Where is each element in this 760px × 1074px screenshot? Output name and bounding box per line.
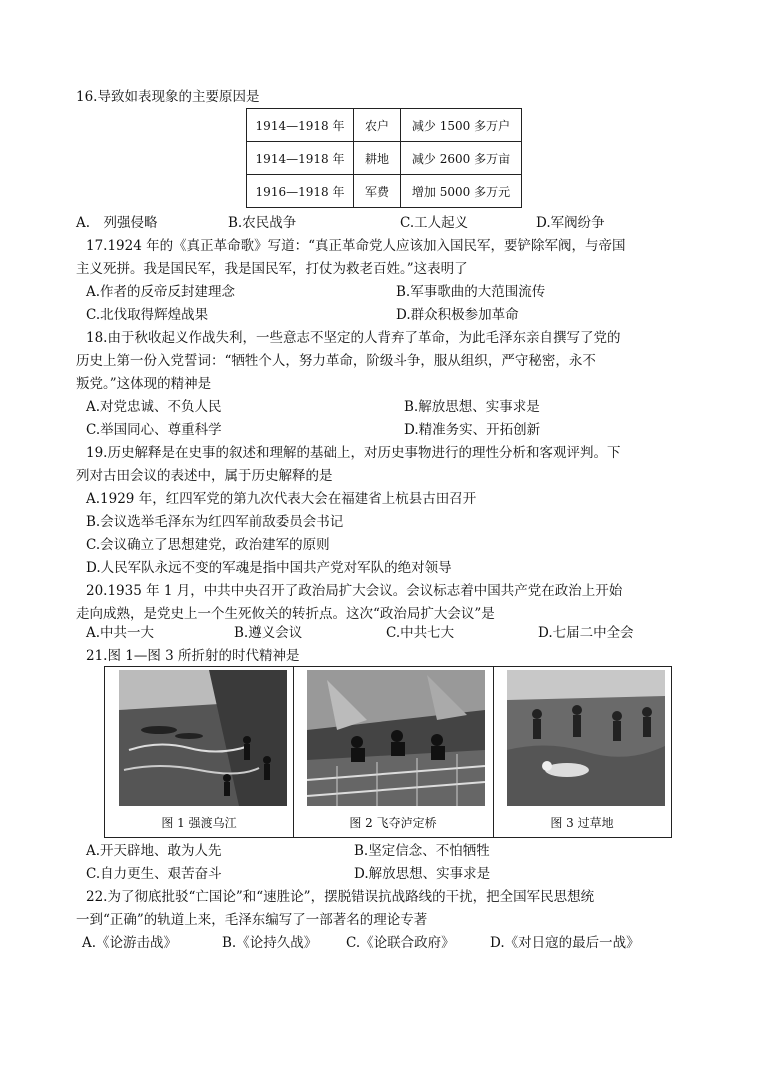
q18-option-b[interactable]: B.解放思想、实事求是 — [404, 399, 540, 415]
q17-option-d[interactable]: D.群众积极参加革命 — [396, 307, 519, 323]
q19-option-c[interactable]: C.会议确立了思想建党，政治建军的原则 — [86, 537, 330, 553]
table-cell: 军费 — [354, 175, 401, 208]
q20-option-c[interactable]: C.中共七大 — [386, 625, 455, 641]
q16-option-c[interactable]: C.工人起义 — [400, 215, 469, 231]
figure-3-caption: 图 3 过草地 — [550, 816, 614, 830]
q22-option-a[interactable]: A.《论游击战》 — [82, 935, 178, 951]
q22-option-d[interactable]: D.《对日寇的最后一战》 — [490, 935, 640, 951]
q20-stem-line-1: 20.1935 年 1 月，中共中央召开了政治局扩大会议。会议标志着中国共产党在政治上开始 — [86, 583, 623, 599]
q20-option-b[interactable]: B.遵义会议 — [234, 625, 303, 641]
q16-stem: 16.导致如表现象的主要原因是 — [76, 89, 260, 105]
q19-option-b[interactable]: B.会议选举毛泽东为红四军前敌委员会书记 — [86, 514, 344, 530]
figure-2 — [293, 667, 494, 837]
river-crossing-illustration — [119, 670, 287, 806]
grassland-march-illustration — [507, 670, 665, 806]
q22-option-b[interactable]: B.《论持久战》 — [222, 935, 318, 951]
figure-1-caption: 图 1 强渡乌江 — [161, 816, 237, 830]
q20-stem-line-2: 走向成熟，是党史上一个生死攸关的转折点。这次“政治局扩大会议”是 — [76, 606, 495, 622]
q19-stem-line-1: 19.历史解释是在史事的叙述和理解的基础上，对历史事物进行的理性分析和客观评判。下 — [86, 445, 621, 461]
q21-option-c[interactable]: C.自力更生、艰苦奋斗 — [86, 866, 222, 882]
q19-option-a[interactable]: A.1929 年，红四军党的第九次代表大会在福建省上杭县古田召开 — [86, 491, 477, 507]
q17-stem-line-2: 主义死拼。我是国民军，我是国民军，打仗为救老百姓。”这表明了 — [76, 261, 468, 277]
q17-stem-line-1: 17.1924 年的《真正革命歌》写道：“真正革命党人应该加入国民军，要铲除军阀，与帝国 — [86, 238, 626, 254]
q18-stem-line-3: 叛党。”这体现的精神是 — [76, 376, 212, 392]
table-cell: 减少 2600 多万亩 — [401, 142, 522, 175]
q18-stem-line-2: 历史上第一份入党誓词：“牺牲个人，努力革命，阶级斗争，服从组织，严守秘密，永不 — [76, 353, 596, 369]
q22-stem-line-2: 一到“正确”的轨道上来，毛泽东编写了一部著名的理论专著 — [76, 912, 428, 928]
figure-2-caption: 图 2 飞夺泸定桥 — [349, 816, 437, 830]
table-cell: 耕地 — [354, 142, 401, 175]
q17-option-a[interactable]: A.作者的反帝反封建理念 — [86, 284, 236, 300]
q18-option-c[interactable]: C.举国同心、尊重科学 — [86, 422, 222, 438]
q18-stem-line-1: 18.由于秋收起义作战失利，一些意志不坚定的人背弃了革命，为此毛泽东亲自撰写了党的 — [86, 330, 621, 346]
table-cell: 1914—1918 年 — [247, 142, 354, 175]
table-cell: 农户 — [354, 109, 401, 142]
q19-stem-line-2: 列对古田会议的表述中，属于历史解释的是 — [76, 468, 333, 484]
figure-1 — [105, 667, 294, 837]
table-cell: 增加 5000 多万元 — [401, 175, 522, 208]
q17-option-b[interactable]: B.军事歌曲的大范围流传 — [396, 284, 546, 300]
q16-option-d[interactable]: D.军阀纷争 — [536, 215, 605, 231]
q18-option-a[interactable]: A.对党忠诚、不负人民 — [86, 399, 222, 415]
q16-table — [246, 108, 522, 208]
table-row — [247, 175, 522, 208]
q21-figure-panel — [104, 666, 672, 838]
q21-option-a[interactable]: A.开天辟地、敢为人先 — [86, 843, 222, 859]
q21-stem: 21.图 1—图 3 所折射的时代精神是 — [86, 648, 300, 664]
table-cell: 1914—1918 年 — [247, 109, 354, 142]
figure-3 — [493, 667, 671, 837]
table-row — [247, 142, 522, 175]
table-cell: 减少 1500 多万户 — [401, 109, 522, 142]
q20-option-a[interactable]: A.中共一大 — [86, 625, 155, 641]
q21-option-b[interactable]: B.坚定信念、不怕牺牲 — [354, 843, 490, 859]
luding-bridge-illustration — [307, 670, 485, 806]
q19-option-d[interactable]: D.人民军队永远不变的军魂是指中国共产党对军队的绝对领导 — [86, 560, 452, 576]
q16-option-b[interactable]: B.农民战争 — [228, 215, 297, 231]
table-row — [247, 109, 522, 142]
q18-option-d[interactable]: D.精准务实、开拓创新 — [404, 422, 541, 438]
q17-option-c[interactable]: C.北伐取得辉煌战果 — [86, 307, 209, 323]
q22-stem-line-1: 22.为了彻底批驳“亡国论”和“速胜论”，摆脱错误抗战路线的干扰，把全国军民思想统 — [86, 889, 595, 905]
table-cell: 1916—1918 年 — [247, 175, 354, 208]
q22-option-c[interactable]: C.《论联合政府》 — [346, 935, 455, 951]
q20-option-d[interactable]: D.七届二中全会 — [538, 625, 634, 641]
q21-option-d[interactable]: D.解放思想、实事求是 — [354, 866, 491, 882]
q16-option-a[interactable]: A. 列强侵略 — [76, 215, 158, 231]
